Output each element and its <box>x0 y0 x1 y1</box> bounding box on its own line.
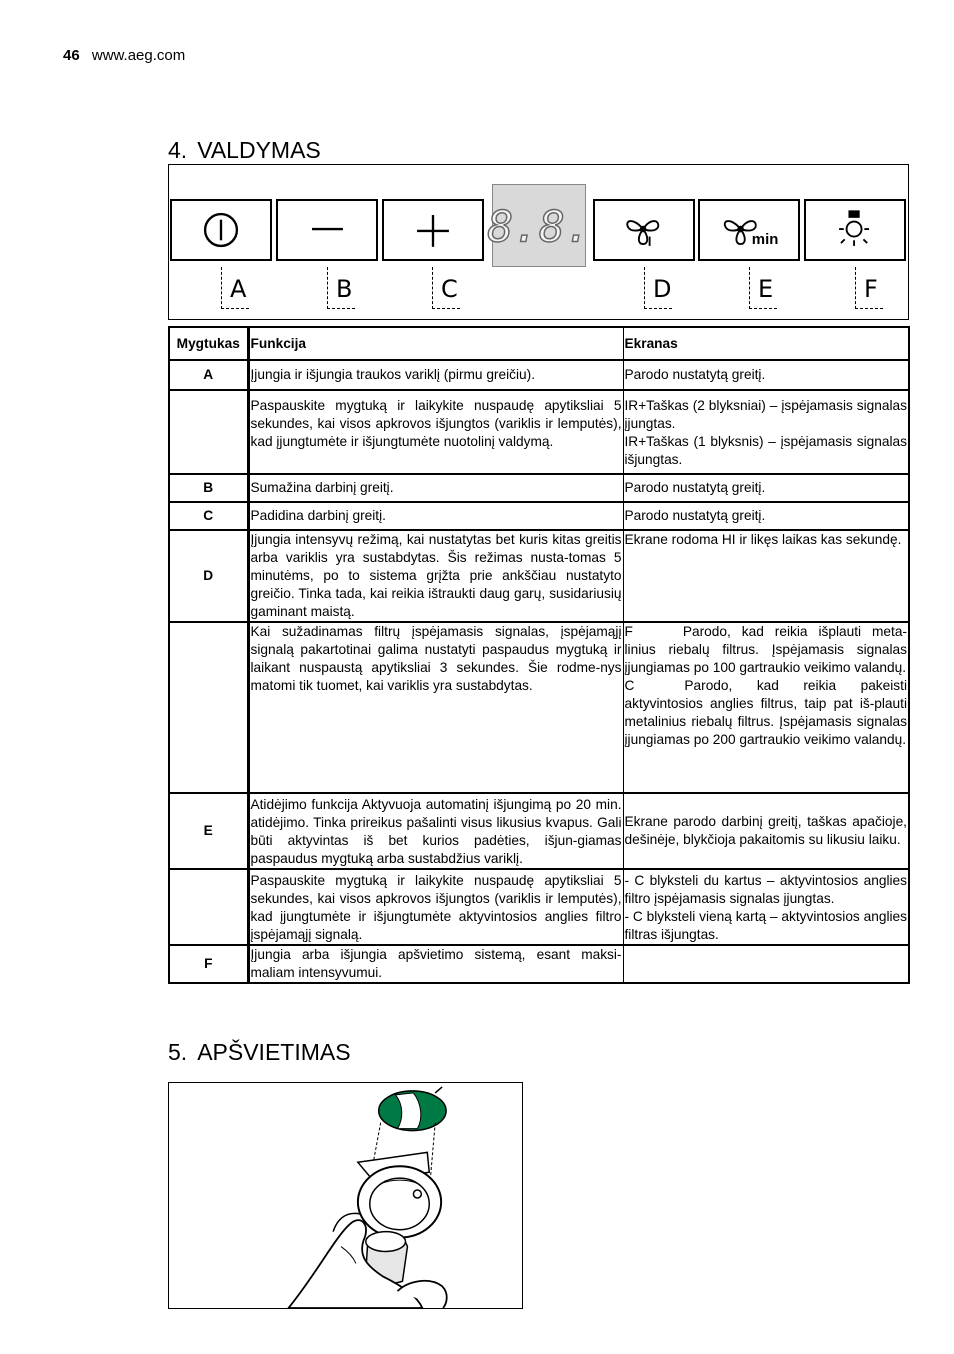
header-key: Mygtukas <box>169 327 248 360</box>
page-header <box>63 47 185 64</box>
label-f: F <box>855 267 877 309</box>
speed-display <box>487 184 591 267</box>
table-row: B Sumažina darbinį greitį. Parodo nustatytą greitį. <box>169 474 909 502</box>
minus-icon <box>278 201 376 259</box>
light-icon <box>806 201 904 259</box>
lamp-replacement-illustration <box>168 1082 523 1309</box>
website: www.aeg.com <box>91 47 186 64</box>
label-d: D <box>644 267 666 309</box>
lamp-illustration-drawing <box>169 1083 522 1308</box>
table-row: C Padidina darbinį greitį. Parodo nustatytą greitį. <box>169 502 909 530</box>
fan-icon <box>595 201 693 259</box>
seven-segment-display <box>487 185 591 266</box>
fan-min-icon <box>700 201 798 259</box>
plus-button[interactable] <box>382 199 484 261</box>
table-row: Paspauskite mygtuką ir laikykite nuspaudę apytiksliai 5 sekundes, kai visos apkrovos išjungtos (variklis ir lemputės), kad įjungtumėte ir išjungtumėte aktyvintosios anglies filtro įspėjamąjį signalą. - C blyksteli du kartus – aktyvintosios anglies filtro įspėjamasis signalas įjungtas. - C blyksteli vieną kartą – aktyvintosios anglies filtras išjungtas. <box>169 869 909 945</box>
controls-table <box>168 326 910 984</box>
intensive-fan-button[interactable] <box>593 199 695 261</box>
svg-text:8.8.: 8.8. <box>487 202 591 253</box>
table-row: F Įjungia arba išjungia apšvietimo sistemą, esant maksi-maliam intensyvumui. <box>169 945 909 983</box>
power-icon <box>172 201 270 259</box>
power-button[interactable] <box>170 199 272 261</box>
control-panel <box>168 164 909 320</box>
label-e: E <box>749 267 771 309</box>
timer-fan-min-button[interactable] <box>698 199 800 261</box>
table-row: A Įjungia ir išjungia traukos variklį (pirmu greičiu). Parodo nustatytą greitį. <box>169 360 909 390</box>
table-row: E Atidėjimo funkcija Aktyvuoja automatinį išjungimą po 20 min. atidėjimo. Tinka prireikus pašalinti visus likusius kvapus. Gali būti aktyvintas iš bet kurios padėties, išjun-giamas paspaudus mygtuką arba sustabdžius variklį. Ekrane parodo darbinį greitį, taškas apačioje, dešinėje, blykčioja pakaitomis su likusiu laiku. <box>169 793 909 869</box>
header-function: Funkcija <box>248 327 623 360</box>
plus-icon <box>384 201 482 259</box>
table-row: Paspauskite mygtuką ir laikykite nuspaudę apytiksliai 5 sekundes, kai visos apkrovos išjungtos (variklis ir lemputės), kad įjungtumėte ir išjungtumėte nuotolinį valdymą. IR+Taškas (2 blyksniai) – įspėjamasis signalas įjungtas. IR+Taškas (1 blyksnis) – įspėjamasis signalas išjungtas. <box>169 390 909 474</box>
label-b: B <box>327 267 349 309</box>
page-number: 46 <box>63 47 80 64</box>
light-button[interactable] <box>804 199 906 261</box>
svg-text:min: min <box>751 231 779 249</box>
section-title-controls: 4. VALDYMAS <box>168 137 321 163</box>
minus-button[interactable] <box>276 199 378 261</box>
table-header-row <box>169 327 909 360</box>
table-row: Kai sužadinamas filtrų įspėjamasis signalas, įspėjamąjį signalą pakartotinai galima nustatyti paspaudus mygtuką ir laikant nuspaustą apytiksliai 3 sekundes. Šie rodme-nys matomi tik tuomet, kai variklis yra sustabdytas. F Parodo, kad reikia išplauti meta-linius riebalų filtrus. Įspėjamasis signalas įjungiamas po 100 gartraukio veikimo valandų. C Parodo, kad reikia pakeisti aktyvintosios anglies filtrus, taip pat iš-plauti metalinius riebalų filtrus. Įspėjamasis signalas įjungiamas po 200 gartraukio veikimo valandų. <box>169 622 909 793</box>
table-row: D Įjungia intensyvų režimą, kai nustatytas bet kuris kitas greitis arba variklis yra sustabdytas. Šis režimas nusta-tomas 5 minutėms, po to sistema grįžta prie ankščiau nustatyto greičio. Tinka tada, kai reikia ištraukti daug garų, susidariusių gaminant maistą. Ekrane rodoma HI ir likęs laikas kas sekundę. <box>169 530 909 622</box>
label-a: A <box>221 267 243 309</box>
section-title-lighting: 5. APŠVIETIMAS <box>168 1039 351 1065</box>
header-display: Ekranas <box>623 327 909 360</box>
label-c: C <box>432 267 454 309</box>
